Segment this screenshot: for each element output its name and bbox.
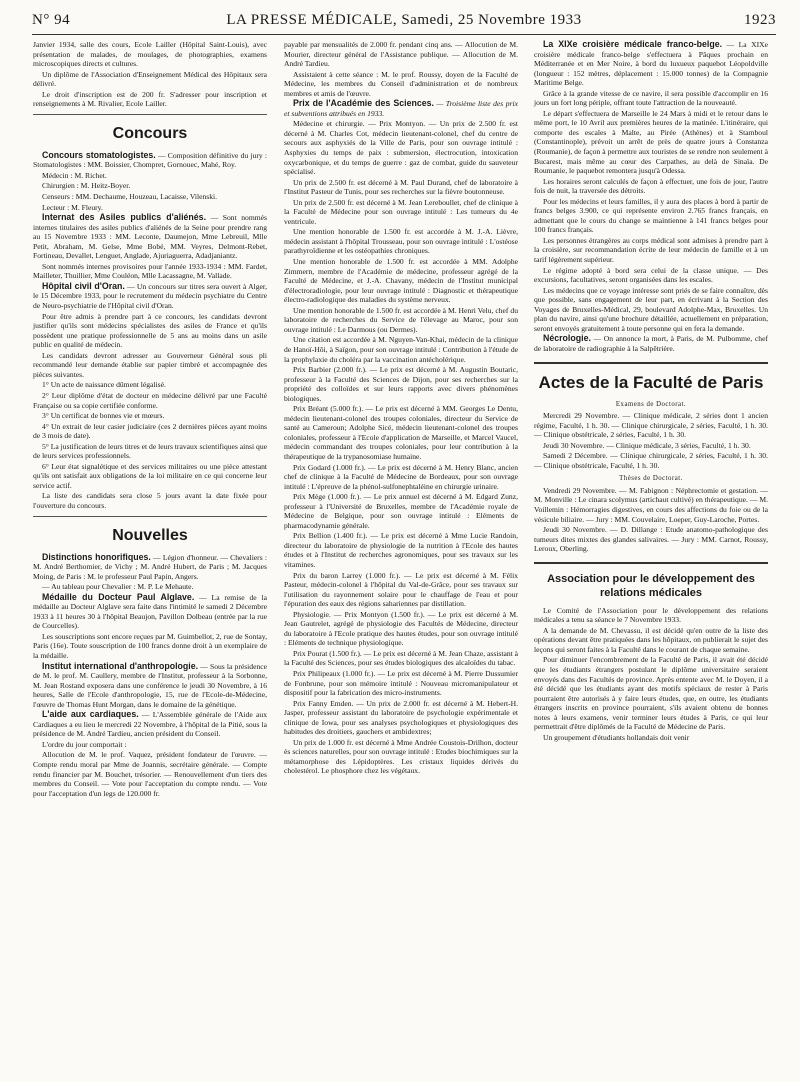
- article-text: — La XIXe croisière médicale franco-belge s'effectuera à Pâques prochain en Méditerranée et en Mer Noire, à bord du luxueux paquebot Léopoldville (longueur : 152 mètres, déplacement : 15.000 tonnes) de la Compagnie Maritime Belge.: [534, 40, 768, 88]
- paragraph: Vendredi 29 Novembre. — M. Fabignon : Néphrectomie et gestation. — M. Monville : Le cinara scolymus (artichaut cultivé) en thérapeutique. — M. Voillemin : Hémorragies digestives, en cours des affections du foie ou de la vésicule biliaire. — Jury : MM. Couvelaire, Loeper, Guy-Laroche, Portes.: [534, 485, 768, 524]
- paragraph: Une mention honorable de 1.500 fr. est accordée à M. J.-A. Lièvre, médecin assistant à l'hôpital Trousseau, pour son ouvrage intitulé : L'ostéose parathyroïdienne et les ostéopathies chroniques.: [284, 227, 518, 256]
- article-text: — La remise de la médaille au Docteur Alglave sera faite dans l'intimité le samedi 2 Décembre 1933 à 11 heures 30 à l'hôpital Beaujon, Pavillon Dolbeau (entrée par la rue de Courcelles).: [33, 592, 267, 631]
- article-heading: Prix de l'Académie des Sciences.: [293, 98, 434, 109]
- paragraph: Les souscriptions sont encore reçues par M. Guimbellot, 2, rue de Sontay, Paris (16e). Toute souscription de 100 francs donne droit à un exemplaire de la médaille.: [33, 631, 267, 660]
- subsection-label-examens: Examens de Doctorat.: [615, 400, 687, 408]
- paragraph: Janvier 1934, salle des cours, Ecole Lailler (Hôpital Saint-Louis), avec présentation de malades, de moulages, de photographies, examens microscopiques directs et cultures.: [33, 40, 267, 69]
- article-heading: Hôpital civil d'Oran.: [42, 280, 125, 291]
- article-text: — Un concours sur titres sera ouvert à Alger, le 15 Décembre 1933, pour le recrutement du médecin psychiatre du Centre de Neuro-psychiatrie de l'Hôpital civil d'Oran.: [33, 281, 267, 311]
- paragraph: Les personnes étrangères au corps médical sont admises à prendre part à la croisière, sur recommandation écrite de leur médecin de famille et à un tarif légèrement supérieur.: [534, 235, 768, 265]
- section-title-concours: Concours: [112, 124, 188, 142]
- paragraph: Les médecins que ce voyage intéresse sont priés de se faire connaître, dès que possible, sans engagement de leur part, en écrivant à la Section des Voyages de Bruxelles-Médical, 29, boulevard Adolphe-Max, Bruxelles. Un plan du navire, ainsi qu'une brochure détaillée, actuellement en préparation, seront envoyés gratuitement à toute personne qui en fera la demande.: [534, 285, 768, 333]
- paragraph: Une mention honorable de 1.500 fr. est accordée à MM. Adolphe Zimmern, membre de l'Académie de médecine, professeur agrégé de la Faculté de Médecine, et J.-A. Chavany, médecin de l'Institut municipal d'électroradiologie, pour leur ouvrage intitulé : Diagnostic et thérapeutique électro-radiologique des maladies du système nerveux.: [284, 257, 518, 305]
- section-title-actes: Actes de la Faculté de Paris: [538, 372, 764, 392]
- paragraph: 4° Un extrait de leur casier judiciaire (ces 2 dernières pièces ayant moins de 3 mois de date).: [33, 421, 267, 441]
- paragraph: Assistaient à cette séance : M. le prof. Roussy, doyen de la Faculté de Médecine, les membres du Conseil d'administration et de nombreux membres et amis de l'œuvre.: [284, 69, 518, 98]
- paragraph: Pour diminuer l'encombrement de la Faculté de Paris, il avait été décidé que les étudiants étrangers postulant le diplôme universitaire seraient envoyés dans des Facultés de province. Après entente avec M. le Doyen, il a été décidé que les étudiants ayant des motifs spéciaux de rester à Paris pourraient être autorisés à y faire leurs études, que, en outre, les étudiants étrangers inscrits en province pourraient, s'ils avaient obtenu de bonnes notes à leurs examens, venir terminer leurs études à Paris, ce qui leur permettrait d'être diplômés de la Faculté de Médecine de Paris.: [534, 655, 768, 732]
- paragraph: 2° Leur diplôme d'état de docteur en médecine délivré par une Faculté Française ou sa copie certifiée conforme.: [33, 390, 267, 410]
- article-heading: Nécrologie.: [543, 333, 591, 344]
- paragraph: Prix Pourat (1.500 fr.). — Le prix est décerné à M. Jean Chaze, assistant à la Faculté des Sciences, pour ses études biologiques des alcaloïdes du tabac.: [284, 648, 519, 668]
- paragraph: Un prix de 2.500 fr. est décerné à M. Paul Durand, chef de laboratoire à l'Institut Pasteur de Tunis, pour ses recherches sur la fièvre boutonneuse.: [284, 177, 518, 197]
- section-title-nouvelles: Nouvelles: [112, 526, 188, 544]
- paragraph: A la demande de M. Chevassu, il est décidé qu'en outre de la liste des opérations devant être pratiquées dans les hôpitaux, on publierait le sujet des leçons qui seront faites à la Faculté dans le courant de chaque semaine.: [534, 625, 768, 654]
- paragraph: Prix Barbier (2.000 fr.). — Le prix est décerné à M. Augustin Boutaric, professeur à la Faculté des Sciences de Dijon, pour ses recherches sur la propriété des colloïdes et sur leurs rapports avec divers phénomènes biologiques.: [284, 365, 518, 403]
- column-2: [284, 40, 518, 777]
- article-text: — Sous la présidence de M. le prof. M. Caullery, membre de l'Institut, professeur à la Sorbonne, M. Jean Rostand exposera dans une conférence le jeudi 30 Novembre, à 16 heures, Salle de l'Ecole d'anthropologie, 15, rue de l'Ecole-de-Médecine, l'œuvre de Thomas Hunt Morgan, dans le domaine de la génétique.: [33, 661, 267, 709]
- paragraph: Le droit d'inscription est de 200 fr. S'adresser pour inscription et renseignements à M. Rivalier, Ecole Lailler.: [33, 89, 267, 109]
- paragraph: Prix Godard (1.000 fr.). — Le prix est décerné à M. Henry Blanc, ancien chef de clinique à la Faculté de Médecine de Bordeaux, pour son ouvrage intitulé : L'épreuve de la phénol-sulfonephtaléine en chirurgie urinaire.: [284, 462, 518, 491]
- page-number: 1923: [744, 12, 776, 28]
- paragraph: La liste des candidats sera close 5 jours avant la date fixée pour l'ouverture du concours.: [33, 491, 267, 510]
- paragraph: Sont nommés internes provisoires pour l'année 1933-1934 : MM. Fardet, Mailleter, Thuillier, Mme Couléon, Mlle Lacassagne, M. Vallade.: [33, 261, 267, 281]
- newspaper-title: LA PRESSE MÉDICALE, Samedi, 25 Novembre 1933: [226, 12, 582, 28]
- article-heading: L'aide aux cardiaques.: [42, 709, 139, 720]
- article-heading: Institut international d'anthropologie.: [42, 660, 199, 671]
- paragraph: 1° Un acte de naissance dûment légalisé.: [42, 380, 166, 390]
- paragraph: Censeurs : MM. Dechaume, Houzeau, Lacaisse, Vilenski.: [42, 192, 218, 202]
- paragraph: Jeudi 30 Novembre. — Clinique médicale, 3 séries, Faculté, 1 h. 30.: [543, 440, 751, 450]
- section-title-association: Association pour le développement des relations médicales: [547, 572, 755, 599]
- paragraph: Physiologie. — Prix Montyon (1.500 fr.). — Le prix est décerné à M. Jean Gautrelet, agrégé de physiologie des Facultés de Médecine, directeur du laboratoire à l'Ecole pratique des hautes études, pour son ouvrage intitulé : Eléments de technique physiologique.: [284, 609, 518, 648]
- paragraph: Allocution de M. le prof. Vaquez, président fondateur de l'œuvre. — Compte rendu moral par Mme de Joannis, secrétaire générale. — Compte rendu financier par M. Bouchet, trésorier. — Renouvellement d'un tiers des membres du Conseil. — Vote pour l'acceptation du compte rendu. — Vote pour l'acceptation d'un legs de 120.000 fr.: [33, 750, 267, 798]
- paragraph: Un diplôme de l'Association d'Enseignement Médical des Hôpitaux sera délivré.: [33, 69, 267, 89]
- paragraph: Jeudi 30 Novembre. — D. Dillange : Etude anatomo-pathologique des tumeurs dites mixtes des glandes salivaires. — Jury : MM. Carnot, Roussy, Leroux, Oberling.: [534, 525, 768, 554]
- paragraph: 5° La justification de leurs titres et de leurs travaux scientifiques ainsi que de leurs services professionnels.: [33, 441, 267, 461]
- paragraph: Un prix de 2.500 fr. est décerné à M. Jean Lereboullet, chef de clinique à la Faculté de Médecine pour son ouvrage intitulé : Les tumeurs du 4e ventricule.: [284, 197, 518, 226]
- paragraph: Le régime adopté à bord sera celui de la classe unique. — Des excursions, facultatives, seront organisées dans les escales.: [534, 265, 768, 285]
- paragraph: Une citation est accordée à M. Nguyen-Van-Khai, médecin de la clinique de Hanoï-Hôi, à Saïgon, pour son ouvrage intitulé : Contribution à l'étude de la prophylaxie du choléra par la vaccination antécholérique.: [284, 335, 518, 364]
- paragraph: Le Comité de l'Association pour le développement des relations médicales a tenu sa séance le 7 Novembre 1933.: [534, 605, 768, 625]
- article-heading: Internat des Asiles publics d'aliénés.: [42, 212, 207, 223]
- paragraph: Samedi 2 Décembre. — Clinique chirurgicale, 2 séries, Faculté, 1 h. 30. — Clinique obstétricale, Faculté, 1 h. 30.: [534, 451, 768, 470]
- issue-number: N° 94: [32, 12, 71, 28]
- paragraph: Médecine et chirurgie. — Prix Montyon. — Un prix de 2.500 fr. est décerné à M. Charles Cot, médecin lieutenant-colonel, chef du centre de secours aux asphyxiés de la Ville de Paris, pour son ouvrage intitulé : Asphyxies du temps de paix : submersion, électrocution, intoxication oxycarbonique, et du temps de guerre : gaz de combat, guide du sauveteur spécialisé.: [284, 119, 518, 177]
- article-heading: Distinctions honorifiques.: [42, 551, 151, 562]
- paragraph: Une mention honorable de 1.500 fr. est accordée à M. Henri Velu, chef du laboratoire de recherches du Service de l'élevage au Maroc, pour son ouvrage intitulé : Le Darmous (ou Dermes).: [284, 305, 518, 334]
- paragraph: Prix Philipeaux (1.000 fr.). — Le prix est décerné à M. Pierre Dussumier de Fonbrune, pour son mémoire intitulé : Nouveau micromanipulateur et dispositif pour la fabrication des micro-instruments.: [284, 669, 518, 698]
- article-text: — Troisième liste des prix et subventions attribués en 1933.: [284, 99, 518, 118]
- paragraph: Prix Mège (1.000 fr.). — Le prix annuel est décerné à M. Edgard Zunz, professeur à l'Université de Bruxelles, membre de l'Académie royale de Médecine de Belgique, pour son ouvrage intitulé : Eléments de pharmacodynamie générale.: [284, 492, 518, 530]
- article-text: — Composition définitive du jury : Stomatologistes : MM. Boissier, Chompret, Gornouec, Mahé, Roy.: [33, 150, 267, 170]
- divider: [33, 114, 267, 115]
- paragraph: Lecteur : M. Fleury.: [42, 202, 103, 212]
- masthead: [32, 8, 776, 35]
- article-heading: Concours stomatologistes.: [42, 149, 156, 160]
- paragraph: Pour les médecins et leurs familles, il y aura des places à bord à partir de francs belges 3.900, ce qui représente environ 2.765 francs français, en admettant que le cours du change se maintienne à 141 francs belges pour 100 francs français.: [534, 196, 768, 235]
- paragraph: Prix du baron Larrey (1.000 fr.). — Le prix est décerné à M. Félix Pasteur, médecin-colonel à l'hôpital du Val-de-Grâce, pour ses travaux sur l'utilisation du rayonnement solaire pour le chauffage de l'eau et pour l'épuration des eaux des régions sahariennes par distillation.: [284, 570, 518, 609]
- column-3: [534, 40, 768, 743]
- paragraph: Le départ s'effectuera de Marseille le 24 Mars à midi et le retour dans le même port, le 10 Avril aux premières heures de la matinée. L'itinéraire, qui comporte des escales à Malte, au Pirée (Athènes) et à Stamboul (Constantinople), prévoit un arrêt de près de quatre jours à Constanza (Roumanie), de façon à permettre aux touristes de se rendre non seulement à Bucarest, mais même au cœur des Carpathes, au delà de Sinaïa. De Roumanie, le paquebot remontera jusqu'à Odessa.: [534, 108, 768, 176]
- paragraph: Prix Fanny Emden. — Un prix de 2.000 fr. est décerné à M. Hebert-H. Jasper, professeur assistant du laboratoire de psychologie expérimentale et clinique de Iowa, pour ses analyses psychologiques et physiologiques des habitudes des droitiers, gauchers et ambidextres;: [284, 698, 518, 737]
- divider: [534, 362, 768, 364]
- paragraph: Un groupement d'étudiants hollandais doit venir: [543, 732, 690, 742]
- article-text: — On annonce la mort, à Paris, de M. Pulbomme, chef de laboratoire de radiographie à la Salpêtrière.: [534, 334, 768, 353]
- paragraph: Prix Bréant (5.000 fr.). — Le prix est décerné à MM. Georges Le Dentu, médecin lieutenant-colonel des troupes coloniales, directeur du Service de santé au Cameroun; Adolphe Sicé, médecin lieutenant-colonel des troupes coloniales, professeur à l'Ecole d'application de Marseille, et Marcel Vaucel, médecin commandant des troupes coloniales, pour leur contribution à la thérapeutique de la trypanosomiase humaine.: [284, 404, 518, 461]
- subsection-label-theses: Thèses de Doctorat.: [619, 475, 683, 483]
- paragraph: Prix Bellion (1.400 fr.). — Le prix est décerné à Mme Lucie Randoin, directeur du laboratoire de physiologie de la nutrition à l'Ecole des hautes études et à l'Institut de recherches agronomiques, pour ses travaux sur les vitamines.: [284, 531, 518, 569]
- article-text: — Sont nommés internes titulaires des asiles publics d'aliénés de la Seine pour prendre rang au 15 Novembre 1933 : MM. Leconte, Daumejon, Mme Lebreuil, Mlle Petit, Abraham, M. Gelse, Mme Bobé, MM. Veyres, Delmont-Rebet, Fortineau, Devallet, Lenguet, Anglade, Ajuriaguerra, Adadjaniantz.: [33, 213, 267, 261]
- article-heading: Médaille du Docteur Paul Alglave.: [42, 591, 195, 602]
- paragraph: Un prix de 1.000 fr. est décerné à Mme Andrée Coustois-Drilhon, docteur ès sciences naturelles, pour son ouvrage intitulé : Etudes biochimiques sur la métamorphose des Lépidoptères. Les cristaux liquides dérivés du cholestérol. Le phosphore chez les végétaux.: [284, 737, 518, 776]
- paragraph: Mercredi 29 Novembre. — Clinique médicale, 2 séries dont 1 ancien régime, Faculté, 1 h. 30. — Clinique chirurgicale, 2 séries, Faculté, 1 h. 30. — Clinique obstétricale, 2 séries, Faculté, 1 h. 30.: [534, 411, 768, 440]
- article-heading: La XIXe croisière médicale franco-belge.: [543, 39, 723, 49]
- divider: [33, 516, 267, 517]
- paragraph: Chirurgien : M. Heitz-Boyer.: [42, 181, 131, 191]
- article-text: — Légion d'honneur. — Chevaliers : M. André Berthomier, de Vichy ; M. André Hubert, de Paris ; M. Jacques Moing, de Paris : M. le professeur Paul Papin, Angers.: [33, 552, 267, 581]
- article-text: — L'Assemblée générale de l'Aide aux Cardiaques a eu lieu le mercredi 22 Novembre, à l'hôpital de la Pitié, sous la présidence de M. André Tardieu, ancien président du Conseil.: [33, 710, 267, 739]
- paragraph: — Au tableau pour Chevalier : M. P. Le Mehaute.: [42, 582, 194, 592]
- paragraph: 6° Leur état signalétique et des services militaires ou une pièce attestant qu'ils ont satisfait aux obligations de la loi militaire en ce qui concerne leur service actif.: [33, 461, 267, 490]
- paragraph: Les candidats devront adresser au Gouverneur Général sous pli recommandé leur demande établie sur papier timbré et accompagnée des pièces suivantes.: [33, 350, 267, 379]
- paragraph: Grâce à la grande vitesse de ce navire, il sera possible d'accomplir en 16 jours un fort long périple, offrant toute l'attraction de la nouveauté.: [534, 88, 768, 108]
- paragraph: Les horaires seront calculés de façon à effectuer, une fois de jour, l'autre fois de nuit, la traversée des détroits.: [534, 176, 768, 196]
- paragraph: L'ordre du jour comportait :: [42, 739, 127, 749]
- paragraph: 3° Un certificat de bonnes vie et mœurs.: [42, 411, 165, 421]
- column-1: [33, 40, 267, 799]
- paragraph: Pour être admis à prendre part à ce concours, les candidats devront justifier qu'ils sont médecins spécialistes des asiles de France et qu'ils possèdent une pratique professionnelle de 5 ans au moins dans un asile public en qualité de médecin.: [33, 311, 267, 350]
- divider: [534, 562, 768, 564]
- paragraph: payable par mensualités de 2.000 fr. pendant cinq ans. — Allocution de M. Mourier, directeur général de l'Assistance publique. — Allocution de M. André Tardieu.: [284, 40, 518, 69]
- paragraph: Médecin : M. Richet.: [42, 170, 107, 180]
